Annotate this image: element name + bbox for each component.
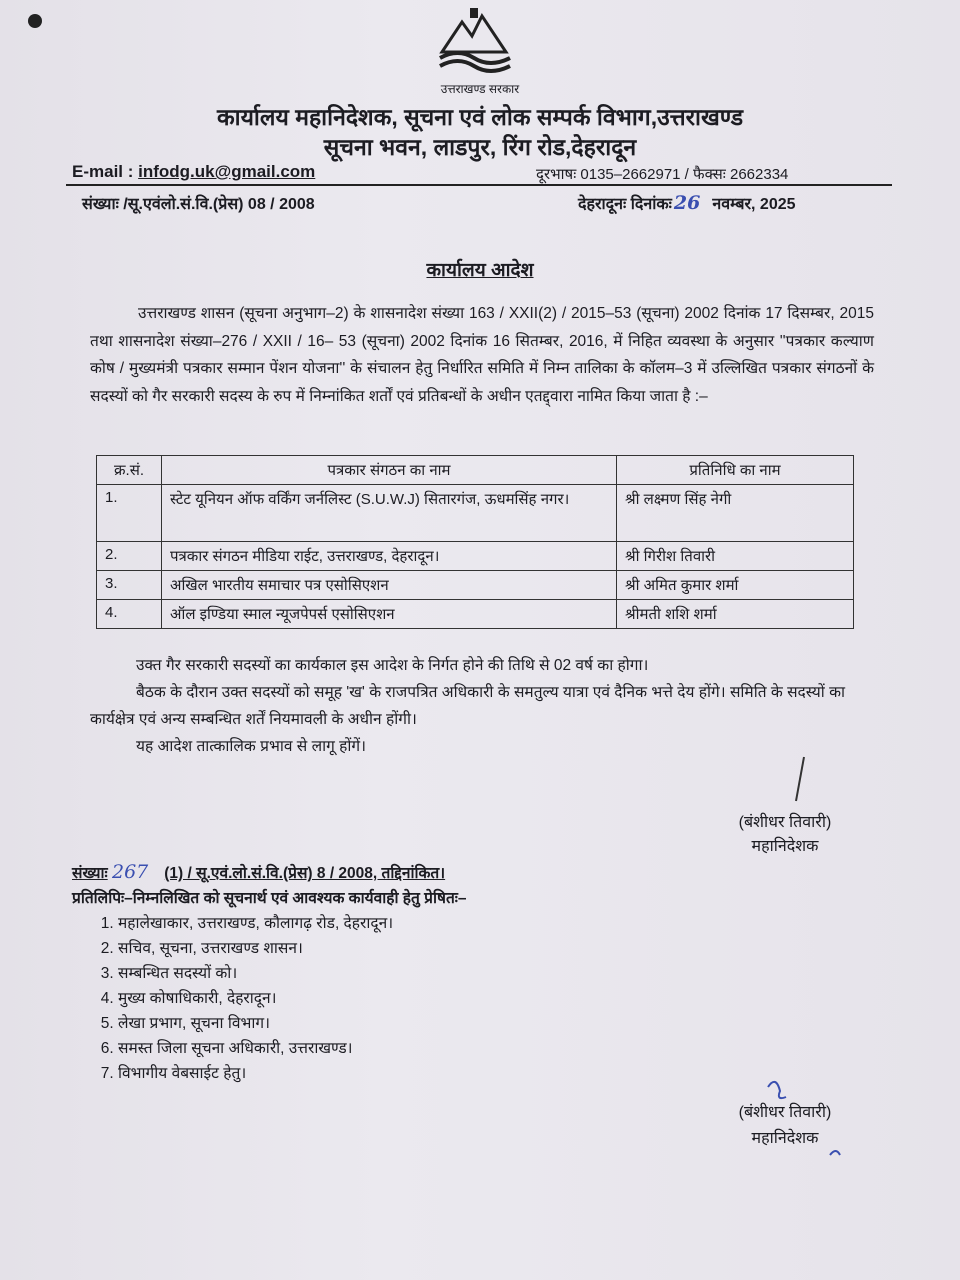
header-serial: क्र.सं. <box>97 456 162 485</box>
date-suffix: नवम्बर, 2025 <box>712 196 796 213</box>
representative: श्रीमती शशि शर्मा <box>617 600 854 629</box>
tenure-text: उक्त गैर सरकारी सदस्यों का कार्यकाल इस आदेश के निर्गत होने की तिथि से 02 वर्ष का होगा। <box>136 657 649 674</box>
punch-hole <box>28 14 42 28</box>
serial: 3. <box>97 571 162 600</box>
organization: अखिल भारतीय समाचार पत्र एसोसिएशन <box>162 571 617 600</box>
representative: श्री लक्ष्मण सिंह नेगी <box>617 485 854 542</box>
email-link[interactable]: infodg.uk@gmail.com <box>138 162 316 181</box>
email-label: E-mail : <box>72 162 134 181</box>
table-row <box>97 485 854 542</box>
members-table <box>96 455 854 629</box>
phone-fax: दूरभाषः 0135–2662971 / फैक्सः 2662334 <box>536 166 789 183</box>
signatory-name: (बंशीधर तिवारी) <box>738 814 832 831</box>
office-name: कार्यालय महानिदेशक, सूचना एवं लोक सम्पर्क विभाग,उत्तराखण्ड <box>216 104 744 130</box>
date-prefix: देहरादूनः दिनांकः <box>578 196 672 213</box>
date-day-handwritten: 26 <box>673 192 701 214</box>
copy-intro: प्रतिलिपिः–निम्नलिखित को सूचनार्थ एवं आवश्यक कार्यवाही हेतु प्रेषितः– <box>72 890 467 907</box>
copy-number-suffix: (1) / सू.एवं.लो.सं.वि.(प्रेस) 8 / 2008, तद्दिनांकित। <box>164 865 446 882</box>
representative: श्री अमित कुमार शर्मा <box>617 571 854 600</box>
table-row <box>97 542 854 571</box>
header-representative: प्रतिनिधि का नाम <box>617 456 854 485</box>
office-address: सूचना भवन, लाडपुर, रिंग रोड,देहरादून <box>323 134 637 160</box>
copy-signatory-designation: महानिदेशक <box>751 1130 819 1147</box>
header-divider <box>66 184 892 186</box>
header-organization: पत्रकार संगठन का नाम <box>162 456 617 485</box>
signatory-designation: महानिदेशक <box>751 838 819 855</box>
serial: 4. <box>97 600 162 629</box>
table-header <box>97 456 854 485</box>
copy-section <box>72 860 872 1086</box>
copy-number <box>72 860 872 886</box>
organization: पत्रकार संगठन मीडिया राईट, उत्तराखण्ड, देहरादून। <box>162 542 617 571</box>
reference-number: संख्याः /सू.एवंलो.सं.वि.(प्रेस) 08 / 2008 <box>82 196 315 213</box>
signature-mark <box>790 755 810 805</box>
allowance-text: बैठक के दौरान उक्त सदस्यों को समूह 'ख' के राजपत्रित अधिकारी के समतुल्य यात्रा एवं दैनिक भत्ते देय होंगे। समिति के सदस्यों का कार्यक्षेत्र एवं अन्य सम्बन्धित शर्तें नियमावली के अधीन होंगी। <box>90 684 846 728</box>
copy-number-handwritten: 267 <box>112 861 149 883</box>
table-row <box>97 600 854 629</box>
email-line <box>72 162 315 182</box>
list-item: 4. मुख्य कोषाधिकारी, देहरादून। <box>118 986 872 1011</box>
serial: 1. <box>97 485 162 542</box>
list-item: 7. विभागीय वेबसाईट हेतु। <box>118 1061 872 1086</box>
government-name: उत्तराखण्ड सरकार <box>440 82 520 96</box>
list-item: 2. सचिव, सूचना, उत्तराखण्ड शासन। <box>118 936 872 961</box>
organization: ऑल इण्डिया स्माल न्यूजपेपर्स एसोसिएशन <box>162 600 617 629</box>
list-item: 3. सम्बन्धित सदस्यों को। <box>118 961 872 986</box>
uttarakhand-emblem-icon <box>432 8 516 78</box>
effect-text: यह आदेश तात्कालिक प्रभाव से लागू होंगें। <box>136 738 366 755</box>
list-item: 5. लेखा प्रभाग, सूचना विभाग। <box>118 1011 872 1036</box>
copy-signatory-name: (बंशीधर तिवारी) <box>738 1104 832 1121</box>
list-item: 1. महालेखाकार, उत्तराखण्ड, कौलागढ़ रोड, देहरादून। <box>118 911 872 936</box>
copy-list <box>72 911 872 1086</box>
list-item: 6. समस्त जिला सूचना अधिकारी, उत्तराखण्ड। <box>118 1036 872 1061</box>
order-body: उत्तराखण्ड शासन (सूचना अनुभाग–2) के शासनादेश संख्या 163 / XXII(2) / 2015–53 (सूचना) 2002 दिनांक 17 दिसम्बर, 2015 तथा शासनादेश संख्या–276 / XXII / 16– 53 (सूचना) 2002 दिनांक 16 सितम्बर, 2016, में निहित व्यवस्था के अनुसार ''पत्रकार कल्याण कोष / मुख्यमंत्री पत्रकार सम्मान पेंशन योजना'' के संचालन हेतु निर्धारित समिति में निम्न तालिका के कॉलम–3 में उल्लिखित पत्रकार संगठनों के सदस्यों को गैर सरकारी सदस्य के रुप में निम्नांकित शर्तों एवं प्रतिबन्धों के अधीन एतद्द्वारा नामित किया जाता है :– <box>90 305 874 405</box>
order-date <box>578 192 796 214</box>
order-title: कार्यालय आदेश <box>426 260 534 281</box>
representative: श्री गिरीश तिवारी <box>617 542 854 571</box>
table-row <box>97 571 854 600</box>
serial: 2. <box>97 542 162 571</box>
organization: स्टेट यूनियन ऑफ वर्किंग जर्नलिस्ट (S.U.W.J) सितारगंज, ऊधमसिंह नगर। <box>162 485 617 542</box>
copy-number-prefix: संख्याः <box>72 865 108 882</box>
